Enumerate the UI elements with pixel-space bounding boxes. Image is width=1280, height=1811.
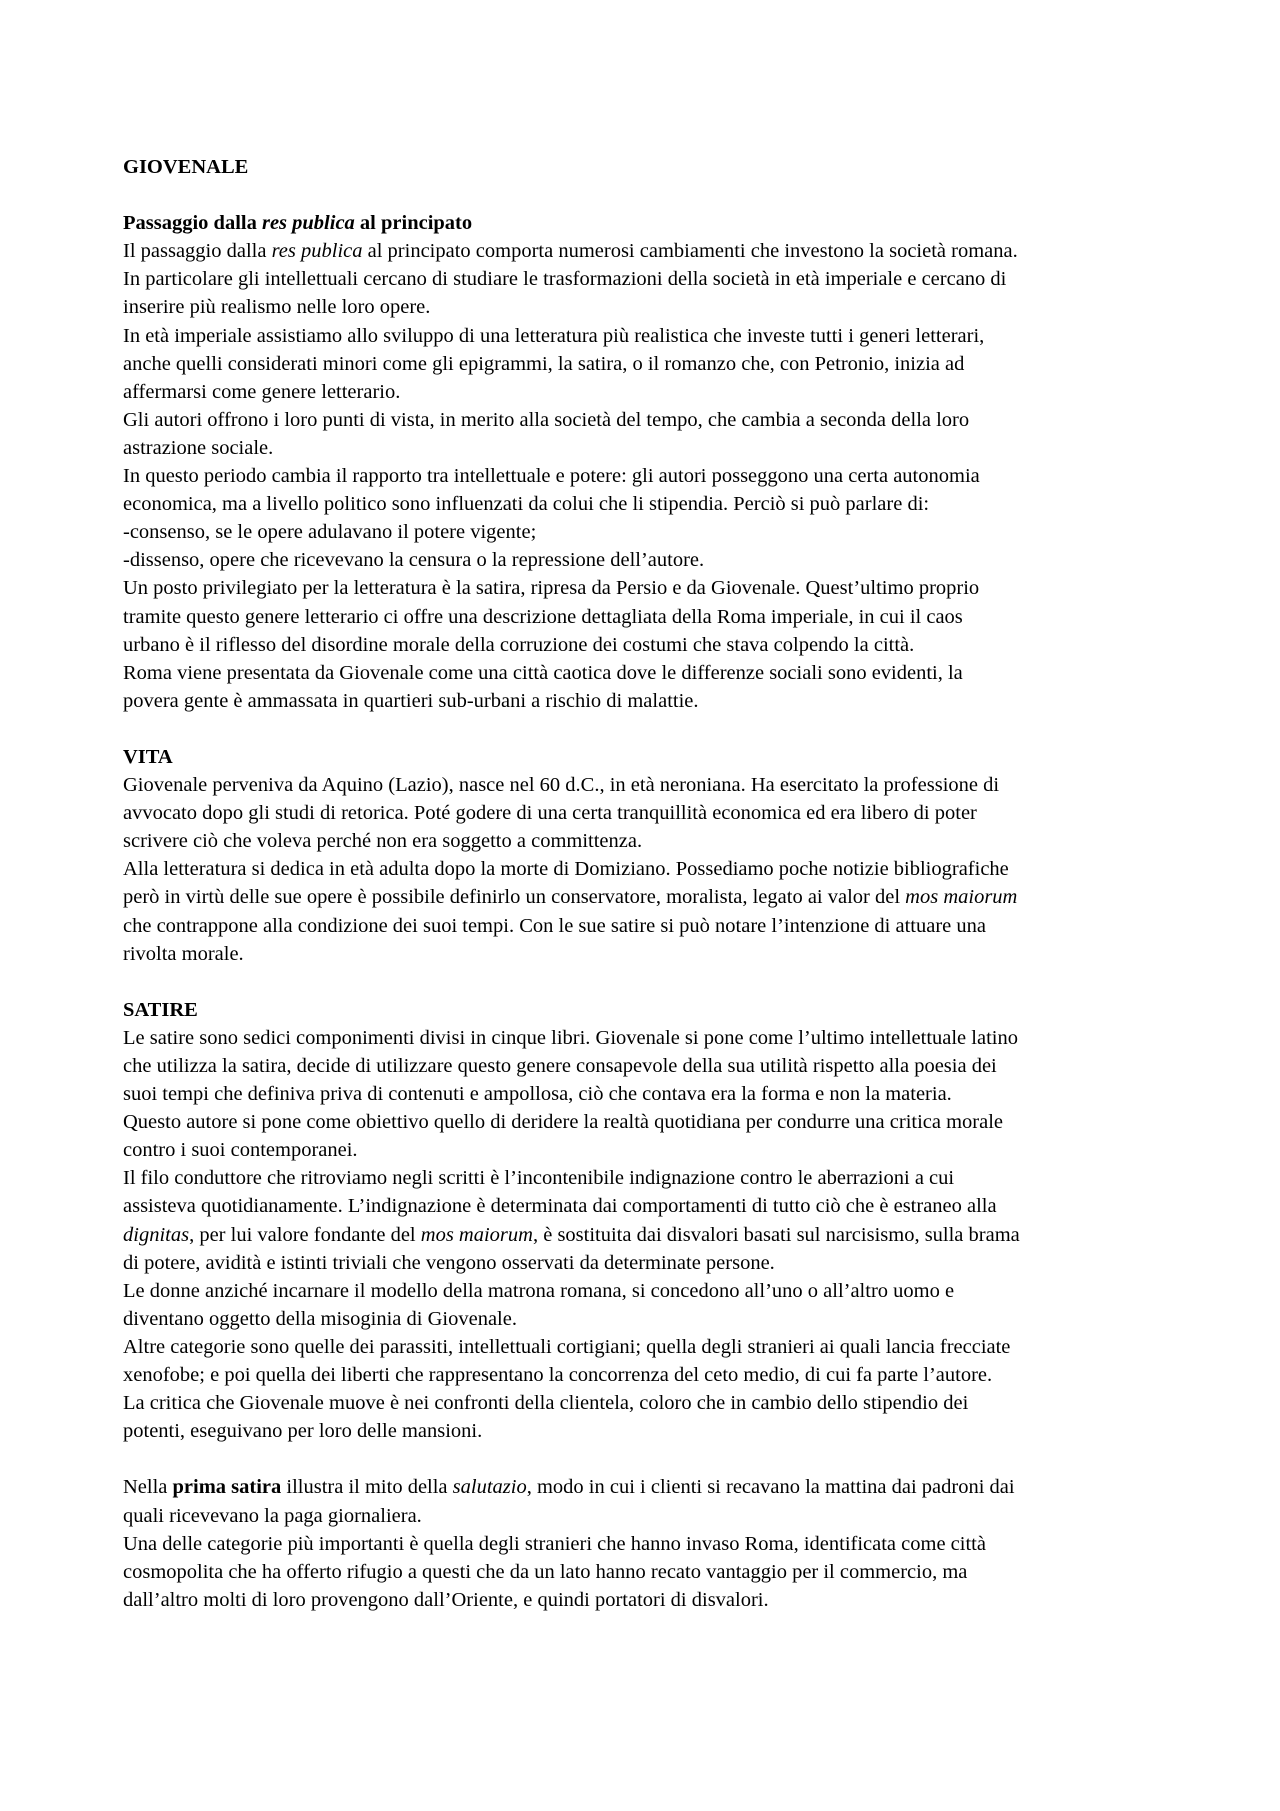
paragraph-line: povera gente è ammassata in quartieri sub-urbani a rischio di malattie.	[123, 689, 699, 712]
paragraph-line: Altre categorie sono quelle dei parassiti, intellettuali cortigiani; quella degli stranieri ai quali lancia frecciate	[123, 1335, 1011, 1358]
paragraph-line: suoi tempi che definiva priva di contenuti e ampollosa, ciò che contava era la forma e non la materia.	[123, 1083, 952, 1106]
text-run: , modo in cui i clienti si recavano la mattina dai padroni dai	[526, 1476, 1015, 1499]
section-heading-principato	[123, 209, 1183, 237]
section-heading-vita: VITA	[123, 745, 173, 768]
spacer	[123, 715, 1183, 743]
paragraph-line: Le donne anziché incarnare il modello della matrona romana, si concedono all’uno o all’altro uomo e	[123, 1279, 955, 1302]
italic-text-run: dignitas	[123, 1223, 190, 1246]
italic-text-run: mos maiorum	[420, 1223, 533, 1246]
list-item-dissenso: -dissenso, opere che ricevevano la censura o la repressione dell’autore.	[123, 549, 705, 572]
paragraph-line: Giovenale perveniva da Aquino (Lazio), nasce nel 60 d.C., in età neroniana. Ha esercitato la professione di	[123, 774, 1000, 797]
text-run: però in virtù delle sue opere è possibile definirlo un conservatore, moralista, legato ai valor del	[123, 886, 906, 909]
bold-text-run: prima satira	[172, 1476, 282, 1499]
paragraph-line: cosmopolita che ha offerto rifugio a questi che da un lato hanno recato vantaggio per il commercio, ma	[123, 1560, 968, 1583]
paragraph-line: Il filo conduttore che ritroviamo negli scritti è l’incontenibile indignazione contro le aberrazioni a cui	[123, 1167, 955, 1190]
italic-text-run: mos maiorum	[905, 886, 1018, 909]
paragraph-line: rivolta morale.	[123, 942, 244, 965]
spacer	[123, 968, 1183, 996]
paragraph-line: contro i suoi contemporanei.	[123, 1139, 358, 1162]
paragraph-line: dall’altro molti di loro provengono dall’Oriente, e quindi portatori di disvalori.	[123, 1588, 769, 1611]
paragraph-line: urbano è il riflesso del disordine morale della corruzione dei costumi che stava colpendo la città.	[123, 633, 915, 656]
paragraph-line: Gli autori offrono i loro punti di vista, in merito alla società del tempo, che cambia a seconda della loro	[123, 408, 970, 431]
heading-text: al principato	[354, 212, 473, 235]
paragraph-line	[123, 1473, 1183, 1501]
paragraph-line: che utilizza la satira, decide di utilizzare questo genere consapevole della sua utilità rispetto alla poesia dei	[123, 1055, 997, 1077]
paragraph-line	[123, 883, 1183, 911]
paragraph-line: tramite questo genere letterario ci offre una descrizione dettagliata della Roma imperiale, in cui il caos	[123, 605, 963, 628]
italic-text-run: salutazio	[452, 1476, 527, 1499]
heading-text: Passaggio dalla	[123, 212, 262, 235]
paragraph-line: economica, ma a livello politico sono influenzati da colui che li stipendia. Perciò si può parlare di:	[123, 493, 930, 516]
italic-text-run: res publica	[271, 240, 363, 263]
paragraph-line: xenofobe; e poi quella dei liberti che rappresentano la concorrenza del ceto medio, di cui fa parte l’autore.	[123, 1364, 993, 1387]
paragraph-line: Una delle categorie più importanti è quella degli stranieri che hanno invaso Roma, identificata come città	[123, 1532, 986, 1555]
paragraph-line: di potere, avidità e istinti triviali che vengono osservati da determinate persone.	[123, 1251, 775, 1274]
text-run: Nella	[123, 1476, 173, 1499]
paragraph-line: In particolare gli intellettuali cercano di studiare le trasformazioni della società in età imperiale e cercano di	[123, 268, 1007, 291]
paragraph-line: Questo autore si pone come obiettivo quello di deridere la realtà quotidiana per condurre una critica morale	[123, 1111, 1004, 1134]
paragraph-line: scrivere ciò che voleva perché non era soggetto a committenza.	[123, 830, 643, 853]
paragraph-line: Roma viene presentata da Giovenale come una città caotica dove le differenze sociali sono evidenti, la	[123, 661, 963, 684]
paragraph-line: anche quelli considerati minori come gli epigrammi, la satira, o il romanzo che, con Petronio, inizia ad	[123, 352, 965, 375]
spacer	[123, 181, 1183, 209]
list-item-consenso: -consenso, se le opere adulavano il potere vigente;	[123, 521, 537, 544]
heading-italic-text: res publica	[261, 212, 355, 235]
paragraph-line: quali ricevevano la paga giornaliera.	[123, 1504, 422, 1527]
paragraph-line: che contrappone alla condizione dei suoi tempi. Con le sue satire si può notare l’intenzione di attuare una	[123, 914, 986, 937]
paragraph-line: inserire più realismo nelle loro opere.	[123, 296, 431, 319]
text-run: , per lui valore fondante del	[189, 1223, 421, 1246]
paragraph-line: astrazione sociale.	[123, 436, 274, 459]
paragraph-line: Le satire sono sedici componimenti divisi in cinque libri. Giovenale si pone come l’ultimo intellettuale latino	[123, 1026, 1018, 1049]
document-body	[123, 153, 1183, 1614]
paragraph-line	[123, 237, 1183, 265]
text-run: al principato comporta numerosi cambiamenti che investono la società romana.	[362, 240, 1018, 263]
paragraph-line: diventano oggetto della misoginia di Giovenale.	[123, 1307, 517, 1330]
paragraph-line: avvocato dopo gli studi di retorica. Poté godere di una certa tranquillità economica ed era libero di poter	[123, 802, 977, 825]
paragraph-line: In età imperiale assistiamo allo sviluppo di una letteratura più realistica che investe tutti i generi letterari,	[123, 324, 985, 347]
text-run: Il passaggio dalla	[123, 240, 272, 263]
paragraph-line: La critica che Giovenale muove è nei confronti della clientela, coloro che in cambio dello stipendio dei	[123, 1392, 969, 1415]
document-title: GIOVENALE	[123, 156, 249, 178]
section-heading-satire: SATIRE	[123, 998, 198, 1021]
paragraph-line: assisteva quotidianamente. L’indignazione è determinata dai comportamenti di tutto ciò che è estraneo alla	[123, 1195, 997, 1218]
paragraph-line: In questo periodo cambia il rapporto tra intellettuale e potere: gli autori posseggono una certa autonomia	[123, 465, 980, 488]
paragraph-line: Un posto privilegiato per la letteratura è la satira, ripresa da Persio e da Giovenale. Quest’ultimo proprio	[123, 577, 980, 600]
paragraph-line: potenti, eseguivano per loro delle mansioni.	[123, 1420, 483, 1443]
paragraph-line: affermarsi come genere letterario.	[123, 380, 401, 403]
text-run: illustra il mito della	[281, 1476, 453, 1499]
paragraph-line: Alla letteratura si dedica in età adulta dopo la morte di Domiziano. Possediamo poche notizie bibliografiche	[123, 858, 1009, 881]
spacer	[123, 1445, 1183, 1473]
text-run: , è sostituita dai disvalori basati sul narcisismo, sulla brama	[532, 1223, 1020, 1246]
paragraph-line	[123, 1221, 1183, 1249]
